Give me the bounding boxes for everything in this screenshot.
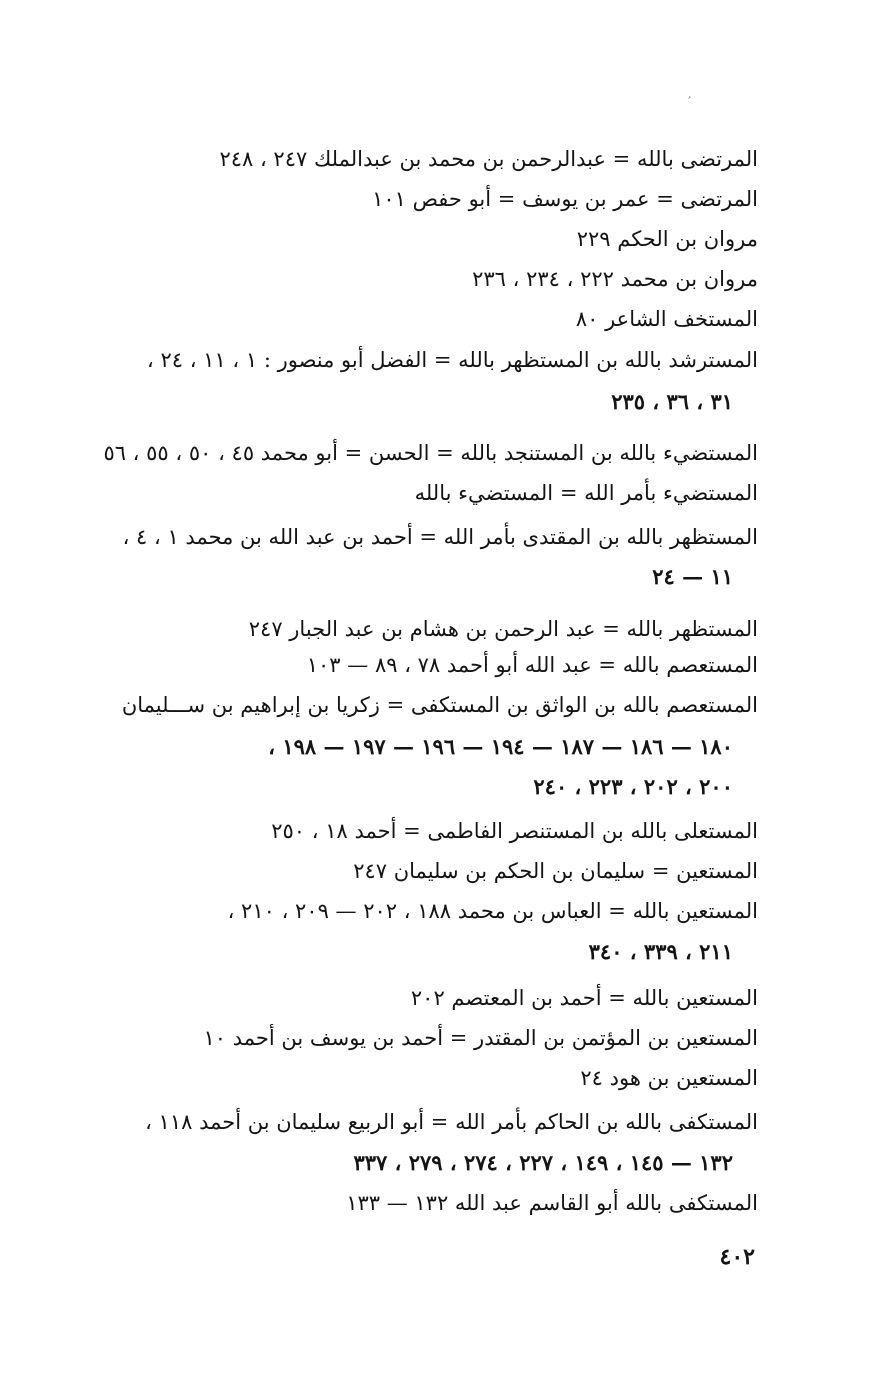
index-entry-continuation: ٢١١ ، ٣٣٩ ، ٣٤٠ — [588, 939, 733, 964]
index-entry: المرتضى بالله = عبدالرحمن بن محمد بن عبدالملك ٢٤٧ ، ٢٤٨ — [219, 147, 758, 171]
index-entry: المستعين بالله = أحمد بن المعتصم ٢٠٢ — [410, 986, 758, 1010]
index-entry: المستخف الشاعر ٨٠ — [575, 307, 758, 331]
index-entry: المستضيء بأمر الله = المستضيء بالله — [414, 481, 758, 505]
page-speck: ﹸ — [688, 97, 691, 107]
index-entry: المرتضى = عمر بن يوسف = أبو حفص ١٠١ — [372, 187, 758, 211]
index-entry: المستعصم بالله = عبد الله أبو أحمد ٧٨ ، ٨٩ — ١٠٣ — [306, 653, 758, 677]
index-entry-continuation: ١٨٠ — ١٨٦ — ١٨٧ — ١٩٤ — ١٩٦ — ١٩٧ — ١٩٨ ، — [268, 734, 733, 759]
index-entry-continuation: ١٣٢ — ١٤٥ ، ١٤٩ ، ٢٢٧ ، ٢٧٤ ، ٢٧٩ ، ٣٣٧ — [353, 1150, 733, 1175]
index-entry: المستعين بن هود ٢٤ — [580, 1066, 758, 1090]
index-entry: المستعلى بالله بن المستنصر الفاطمى = أحمد ١٨ ، ٢٥٠ — [271, 819, 758, 843]
index-entry: المستضيء بالله بن المستنجد بالله = الحسن = أبو محمد ٤٥ ، ٥٠ ، ٥٥ ، ٥٦ — [103, 441, 758, 465]
index-entry: المستعين بالله = العباس بن محمد ١٨٨ ، ٢٠٢ — ٢٠٩ ، ٢١٠ ، — [227, 899, 758, 923]
page-number: ٤٠٢ — [719, 1244, 755, 1270]
index-entry-continuation: ١١ — ٢٤ — [652, 564, 733, 589]
index-entry: المستظهر بالله بن المقتدى بأمر الله = أحمد بن عبد الله بن محمد ١ ، ٤ ، — [122, 525, 758, 549]
index-entry: المستظهر بالله = عبد الرحمن بن هشام بن عبد الجبار ٢٤٧ — [248, 617, 758, 641]
index-entry-continuation: ٢٠٠ ، ٢٠٢ ، ٢٢٣ ، ٢٤٠ — [533, 774, 733, 799]
index-entry: المسترشد بالله بن المستظهر بالله = الفضل أبو منصور : ١ ، ١١ ، ٢٤ ، — [147, 348, 758, 372]
index-entry: المستكفى بالله أبو القاسم عبد الله ١٣٢ — ١٣٣ — [346, 1191, 758, 1215]
index-entry-continuation: ٣١ ، ٣٦ ، ٢٣٥ — [611, 389, 733, 414]
index-entry: المستعين بن المؤتمن بن المقتدر = أحمد بن يوسف بن أحمد ١٠ — [203, 1026, 758, 1050]
index-entry: مروان بن محمد ٢٢٢ ، ٢٣٤ ، ٢٣٦ — [472, 267, 758, 291]
index-entry: المستكفى بالله بن الحاكم بأمر الله = أبو الربيع سليمان بن أحمد ١١٨ ، — [145, 1110, 758, 1134]
index-entry: مروان بن الحكم ٢٢٩ — [576, 227, 758, 251]
index-entry: المستعصم بالله بن الواثق بن المستكفى = زكريا بن إبراهيم بن ســـليمان — [121, 693, 758, 717]
index-entry: المستعين = سليمان بن الحكم بن سليمان ٢٤٧ — [353, 859, 758, 883]
